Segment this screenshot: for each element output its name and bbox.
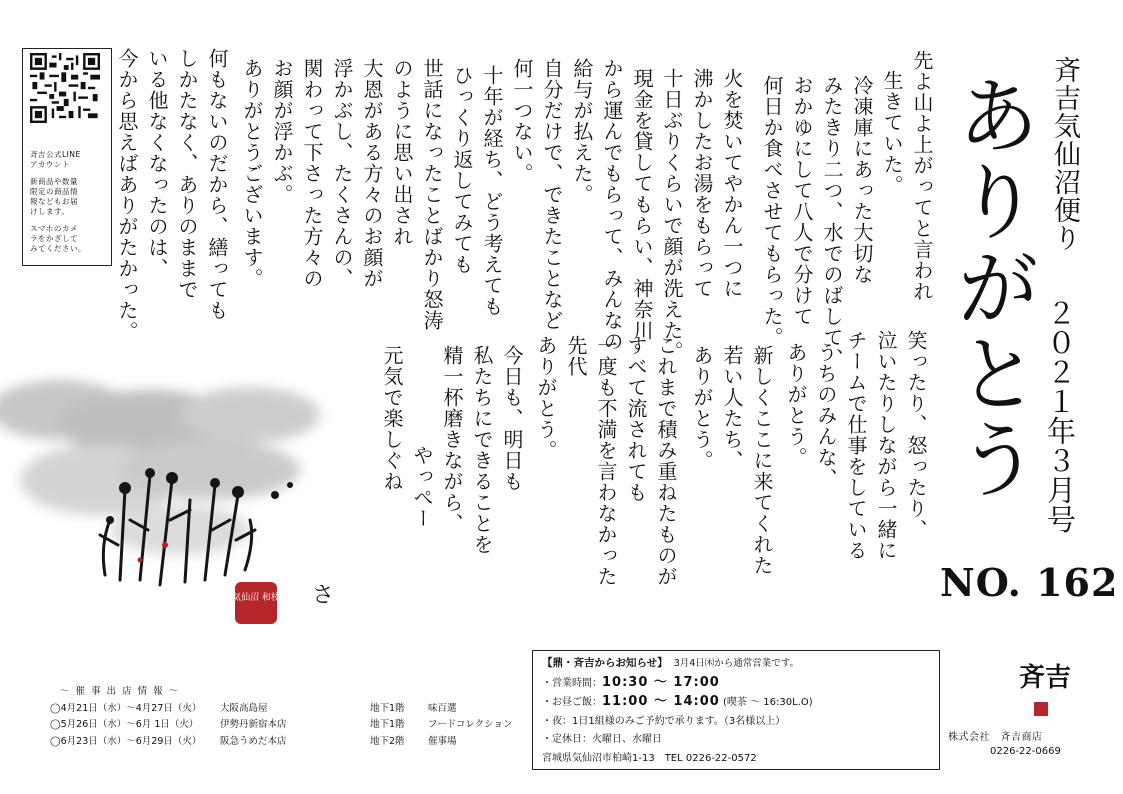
letter-column: 生きていた。: [880, 70, 904, 196]
event-venue: 催事場: [428, 735, 457, 747]
event-date: ◯6月23日（水）～6月29日（火）: [50, 735, 202, 747]
letter-column: 今から思えばありがたかった。: [115, 48, 139, 342]
issue-date: ２０２１年３月号: [1043, 298, 1077, 534]
hours-value: 10:30 ～ 17:00: [602, 674, 720, 690]
qr-caption: [30, 150, 106, 261]
letter-column: 私たちにできることを: [470, 345, 494, 555]
qr-caption-info: 新商品や数量 限定の商品情 報などもお届 けします。: [30, 177, 78, 216]
letter-column: 自分だけで、できたことなど: [540, 58, 564, 331]
letter-column: これまで積み重ねたものが: [654, 335, 678, 587]
event-row: [50, 717, 512, 734]
letter-column: 冷凍庫にあった大切な: [850, 75, 874, 285]
notice-heading: 【鼎・斉吉からお知らせ】: [542, 657, 668, 669]
letter-column: 新しくここに来てくれた: [750, 345, 774, 576]
artist-signature: さ: [312, 583, 335, 608]
letter-column: おかゆにして八人で分けて: [790, 75, 814, 327]
artist-seal: [235, 582, 277, 624]
event-date: ◯5月26日（水）～6月 1日（火）: [50, 719, 199, 730]
series-title: 斉吉気仙沼便り: [1049, 56, 1080, 252]
letter-column: 元気で楽しぐね: [380, 345, 404, 492]
letter-column: やっぺー: [410, 445, 434, 529]
letter-column: 若い人たち、: [720, 345, 744, 471]
event-store: 伊勢丹新宿本店: [220, 719, 287, 730]
event-row: [50, 701, 512, 718]
event-date: ◯4月21日（水）～4月27日（火）: [50, 702, 202, 714]
brand-logo-text: 斉吉: [1018, 663, 1072, 693]
letter-column: 今日も、明日も: [500, 345, 524, 492]
letter-column: いる他なくなったのは、: [145, 48, 169, 279]
event-row: [50, 734, 512, 751]
letter-column: 現金を貸してもらい、神奈川: [630, 68, 654, 341]
letter-column: お顔が浮かぶ。: [270, 58, 294, 205]
letter-column: 浮かぶし、たくさんの、: [330, 58, 354, 289]
letter-column: チームで仕事をしている: [844, 330, 868, 561]
letter-column: 何もないのだから、繕っても: [205, 48, 229, 321]
letter-column: のように思い出され: [390, 58, 414, 247]
letter-column: 精一杯磨きながら、: [440, 345, 464, 534]
letter-column: 一度も不満を言わなかった: [594, 335, 618, 587]
letter-column: 大恩がある方々のお顔が: [360, 58, 384, 289]
brand-logo: [1010, 652, 1080, 722]
line-qr-code[interactable]: [30, 53, 100, 123]
notice-heading-sub: 3月4日㈭から通常営業です。: [673, 658, 800, 669]
event-venue: フードコレクション: [428, 719, 513, 730]
letter-column: ありがとうございます。: [240, 58, 264, 289]
night-info: ・夜：1日1組様のみご予約で承ります。（3名様以上）: [542, 715, 786, 727]
letter-column: 十年が経ち、どう考えても: [480, 65, 504, 317]
letter-column: 沸かしたお湯をもらって: [690, 68, 714, 299]
events-section: [50, 684, 512, 750]
lunch-note: (喫茶 ～ 16:30L.O): [723, 697, 813, 708]
letter-column: 先代: [564, 335, 588, 377]
company-phone: 0226-22-0669: [990, 746, 1061, 757]
lunch-label: ・お昼ご飯：: [542, 697, 602, 708]
event-store: 大阪高島屋: [220, 702, 268, 714]
letter-column: 先よ山よ上がってと言われ: [910, 50, 934, 302]
company-name: 株式会社 斉吉商店: [948, 732, 1043, 743]
event-floor: 地下2階: [370, 735, 405, 747]
letter-column: ありがとう。: [690, 345, 714, 471]
letter-column: 世話になったことばかり怒涛: [420, 58, 444, 331]
letter-column: 何一つない。: [510, 58, 534, 184]
letter-column: すべて流されても: [624, 335, 648, 503]
letter-column: 何日か食べさせてもらった。: [760, 75, 784, 348]
letter-column: しかたなく、ありのままで: [175, 48, 199, 300]
issue-number: NO. 162: [940, 560, 1119, 605]
letter-column: 関わって下さった方々の: [300, 58, 324, 289]
letter-column: から運んでもらって、みんなの: [600, 58, 624, 352]
event-venue: 味百選: [428, 702, 457, 714]
letter-column: 泣いたりしながら一緒に: [874, 330, 898, 561]
letter-column: ひっくり返してみても: [450, 65, 474, 275]
closed-days: ・定休日：火曜日、水曜日: [542, 734, 662, 745]
letter-column: うちのみんな、: [814, 342, 838, 489]
letter-column: 十日ぶりくらいで顔が洗えた。: [660, 68, 684, 362]
ink-wash-painting: [0, 370, 360, 650]
qr-caption-instructions: スマホのカメ ラをかざして みてください。: [30, 224, 86, 253]
letter-column: ありがとう。: [784, 342, 808, 468]
letter-column: 火を焚いてやかん一つに: [720, 68, 744, 299]
event-store: 阪急うめだ本店: [220, 735, 287, 747]
event-floor: 地下1階: [370, 719, 405, 730]
headline: ありがとう: [943, 72, 1041, 502]
seal-text: 気仙沼 和枝: [232, 593, 280, 603]
qr-caption-account: 斉吉公式LINE アカウント: [30, 150, 81, 169]
events-title: ～ 催 事 出 店 情 報 ～: [60, 686, 180, 697]
lunch-value: 11:00 ～ 14:00: [602, 694, 720, 709]
letter-column: みたきり二つ、水でのばして、: [820, 75, 844, 369]
event-floor: 地下1階: [370, 702, 405, 714]
hours-label: ・営業時間：: [542, 677, 602, 689]
letter-column: 給与が払えた。: [570, 58, 594, 205]
address-phone: 宮城県気仙沼市柏崎1-13 TEL 0226-22-0572: [542, 752, 757, 764]
letter-column: 笑ったり、怒ったり、: [904, 330, 928, 540]
notice-content: [542, 654, 813, 768]
letter-column: ありがとう。: [534, 335, 558, 461]
